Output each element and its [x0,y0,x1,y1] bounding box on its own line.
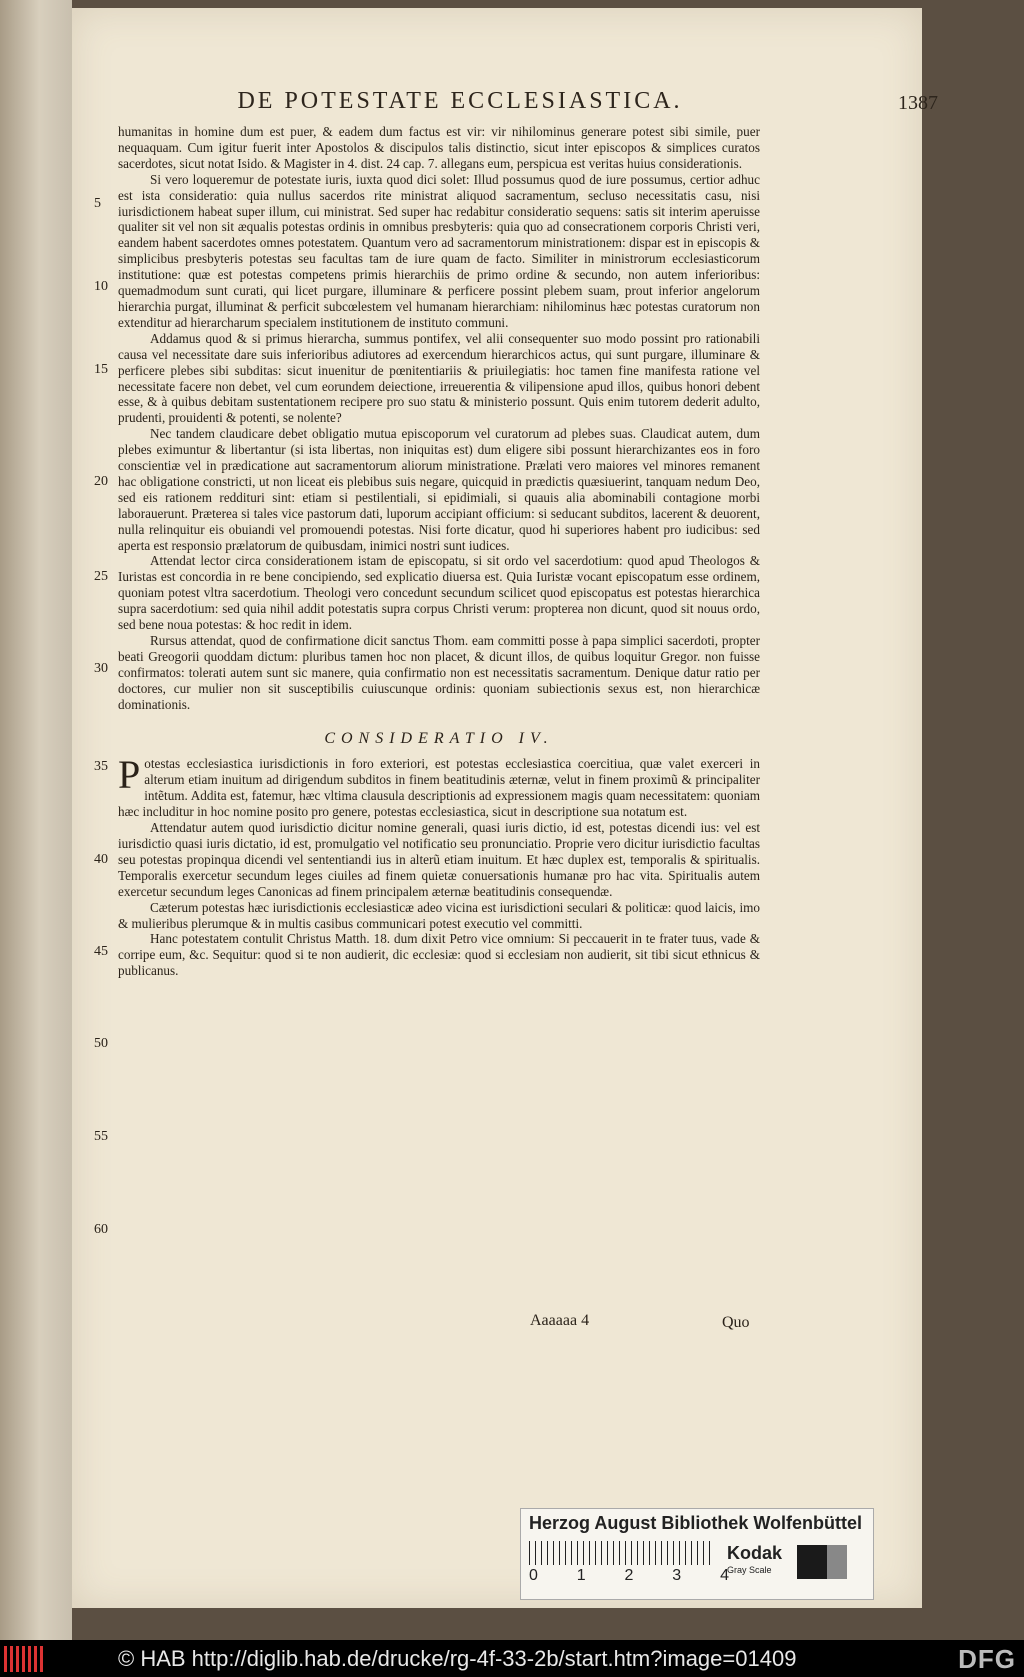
line-number: 25 [94,569,108,584]
paragraph: Attendatur autem quod iurisdictio dicitur nomine generali, quasi iuris dictio, id est, potestas dicendi ius: vel est iurisdictio quasi iuris dictatio, id est, promulgatio vel notificatio seu pronunciatio. Proprie vero dicitur iurisdictio facultas seu potestas propinqua dicendi vel sententiandi ius in alterũ etiam inuitum. Et hæc duplex est, temporalis & spiritualis. Temporalis exercetur secundum leges ciuiles ad finem quietæ conuersationis humanæ pro hac vita. Spiritualis autem exercetur secundum leges Canonicas ad finem principalem æternæ beatitudinis consequendæ. [118,820,760,899]
scale-ruler [529,1541,715,1565]
color-calibration-bar [520,1508,874,1600]
ruler-number: 3 [672,1567,682,1584]
viewer-footer [0,1640,1024,1677]
hab-logo-icon [4,1646,44,1672]
copyright-url[interactable]: © HAB http://diglib.hab.de/drucke/rg-4f-33-2b/start.htm?image=01409 [118,1646,797,1671]
adjacent-page-edge [0,0,72,1640]
gray-patch-dark [797,1545,827,1579]
gray-scale-label: Gray Scale [727,1565,772,1575]
line-number: 55 [94,1129,108,1144]
paragraph: humanitas in homine dum est puer, & eadem dum factus est vir: vir nihilominus generare potest sibi simile, puer nequaquam. Cum igitur fuerit inter Apostolos & discipulos talis distinctio, sicut inter episcopos & simplices curatos sacerdotes, sicut notat Isido. & Magister in 4. dist. 24 cap. 7. allegans eum, perspicua est veritas huius considerationis. [118,124,760,171]
line-number: 5 [94,196,101,211]
ruler-number: 2 [624,1567,634,1584]
paragraph: Nec tandem claudicare debet obligatio mutua episcoporum vel curatorum ad plebes suas. Claudicat autem, dum plebes eximuntur & libertantur (si ista libertas, non iniquitas est) dum eligere sibi possunt hierarchizantes eos in foro conscientiæ vel in prædicatione aut sacramentorum aliorum ministratione. Prælati vero maiores vel minores remanent hac obligatione constricti, ut non liceat eis plebibus suis negare, quicquid in prædictis quæsiuerint, tanquam nedum Deo, sed eis rationem reddituri sint: etiam si pestilentiali, si epidimiali, si quauis alia abominabili contagione morbi laborauerunt. Præterea si tales vice pastorum dati, luporum accipiant officium: si seducant subditos, lacerent & deuorent, nulla relinquitur eis obuiandi vel promouendi potestas. Nisi forte dicatur, quod hi superiores habent pro iudicibus: sed aperta est responsio prælatorum de quibusdam, inimici nostri sunt iudices. [118,426,760,553]
paragraph: Hanc potestatem contulit Christus Matth. 18. dum dixit Petro vice omnium: Si peccauerit in te frater tuus, vade & corripe eum, &c. Sequitur: quod si te non audierit, dic ecclesiæ: quod si ecclesiam non audierit, sit tibi sicut ethnicus & publicanus. [118,931,760,979]
paragraph-text: otestas ecclesiastica iurisdictionis in foro exteriori, est potestas ecclesiastica coercitiua, quæ valet exerceri in alterum etiam inuitum ad dirigendum subditos in finem beatitudinis æternæ, velut in finem proximũ & principaliter intẽtum. Addita est, fatemur, hæc vltima clausula descriptionis ad expressionem magis quam necessitatem: quoniam hæc includitur in hoc nomine posito pro genere, potestas ecclesiastica, sicut in descriptione sua notatum est. [118,756,760,820]
line-number: 30 [94,661,108,676]
ruler-number: 1 [576,1567,586,1584]
catchword: Quo [722,1314,750,1331]
library-label: Herzog August Bibliothek Wolfenbüttel [529,1513,862,1533]
paragraph: Addamus quod & si primus hierarcha, summus pontifex, vel alii consequenter suo modo possint pro rationabili causa vel necessitate dare suis inferioribus adiutores ad exercendum hierarchicos actus, qui sunt purgare, illuminare & perficere plebes sibi subditas: sicut inuenitur de pœnitentiariis & priuilegiatis: hoc tamen fine manifesta ratione vel necessitate facere non debet, vel cum eorundem deiectione, irreuerentia & vilipensione apud illos, quibus honori debent esse, & à quibus debitam sustentationem recipere pro suo statu & ministerio possunt. Quis enim tutorem dederit adulto, prudenti, prouidenti & potenti, se nolente? [118,330,760,426]
line-number: 45 [94,944,108,959]
gray-patch-mid [827,1545,847,1579]
signature-mark: Aaaaaa 4 [530,1312,590,1329]
dropcap: P [118,752,141,798]
line-number: 60 [94,1222,108,1237]
paragraph: Si vero loqueremur de potestate iuris, iuxta quod dici solet: Illud possumus quod de iure possumus, certior adhuc est ista consideratio: quia nullus sacerdos rite ministrat aliquod sacramentum, secluso necessitatis casu, nisi iurisdictionem habeat super illum, cui ministrat. Sed super hac redabitur consideratio sequens: satis sit interim aperuisse qualiter sit vel non sit æqualis potestas ordinis in omnibus presbyteris: quia quo ad consecrationem corporis Christi veri, eandem habent sacerdotes omnes potestatem. Quantum vero ad sacramentorum ministrationem: dispar est in episcopis & simplicibus presbyteris potestas seu facultas tam de iure quam de facto. Similiter in ministrorum ecclesiasticorum institutione: quæ est potestas competens primis hierarchiis de primo ordine & secundo, non autem inferioribus: quemadmodum sunt curati, qui licet purgare, illuminare & perficere possint plebem suam, prout inferior angelorum hierarchia purgat, illuminat & perficit subcœlestem vel humanam hierarchiam: nihilominus hæc potestas curatorum non extenditur ad hierarcharum specialem institutionem de instituto communi. [118,171,760,330]
ruler-number: 4 [720,1567,729,1584]
paragraph [118,752,760,820]
line-number: 20 [94,474,108,489]
line-number: 15 [94,362,108,377]
dfg-logo: DFG [958,1644,1016,1674]
page-body [118,124,760,979]
line-number: 10 [94,279,108,294]
page-number: 1387 [898,92,938,114]
kodak-label: Kodak [727,1543,783,1563]
ruler-number: 0 [529,1567,538,1584]
line-number: 50 [94,1036,108,1051]
paragraph: Cæterum potestas hæc iurisdictionis ecclesiasticæ adeo vicina est iurisdictioni seculari & politicæ: quod laicis, imo & mulieribus plerumque & in multis casibus communicari potest executio vel committi. [118,899,760,931]
line-number: 35 [94,759,108,774]
paragraph: Rursus attendat, quod de confirmatione dicit sanctus Thom. eam committi posse à papa simplici sacerdoti, propter beati Greogorii quoddam dictum: pluribus tamen hoc non placet, & dicunt illos, de quibus loquitur Gregor. non fuisse confirmatos: tolerati autem sunt sic manere, quia confirmatio non est necessitatis sacramentum. Denique datur ratio per doctores, cur mulier non sit susceptibilis cuiuscunque ordinis: quoniam subiectionis sexus est, non hierarchicæ dominationis. [118,633,760,712]
running-head: DE POTESTATE ECCLESIASTICA. [237,88,683,114]
section-heading: CONSIDERATIO IV. [324,729,554,747]
paragraph: Attendat lector circa considerationem istam de episcopatu, si sit ordo vel sacerdotium: quod apud Theologos & Iuristas est concordia in re bene concipiendo, sed explicatio diuersa est. Quia Iuristæ vocant episcopatum esse ordinem, quoniam potest vltra sacerdotium. Theologi vero concedunt secundum scilicet quod episcopatus est potestas hierarchica supra sacerdotium: sed quia nihil addit potestatis supra corpus Christi verum: propterea non dicunt, quod sit nouus ordo, sed bene noua potestas: & hoc redit in idem. [118,553,760,633]
ruler-numbers [529,1567,729,1585]
line-number: 40 [94,852,108,867]
